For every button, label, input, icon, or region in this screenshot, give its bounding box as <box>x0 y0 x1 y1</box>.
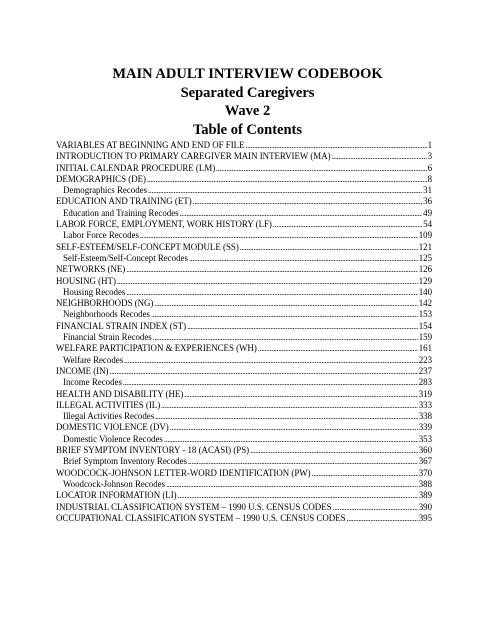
toc-entry-label: DOMESTIC VIOLENCE (DV) <box>56 422 169 433</box>
toc-entry-label: Self-Esteem/Self-Concept Recodes <box>63 252 188 263</box>
toc-entry-label: Welfare Recodes <box>63 354 124 365</box>
dot-leader <box>110 366 418 377</box>
dot-leader <box>184 389 417 400</box>
dot-leader <box>126 264 417 275</box>
toc-entry[interactable] <box>56 445 432 456</box>
toc-page-number: 353 <box>418 433 432 444</box>
toc-entry[interactable] <box>56 140 432 151</box>
toc-entry[interactable] <box>56 468 432 479</box>
toc-entry-label: Housing Recodes <box>63 286 126 297</box>
toc-entry-label: EDUCATION AND TRAINING (ET) <box>56 196 192 207</box>
dot-leader <box>151 309 418 320</box>
toc-entry[interactable] <box>56 321 432 332</box>
toc-entry-label: Brief Symptom Inventory Recodes <box>63 456 187 467</box>
toc-page-number: 388 <box>418 478 432 489</box>
toc-entry[interactable] <box>56 151 432 162</box>
toc-entry[interactable] <box>56 196 432 207</box>
toc-entry-label: Demographics Recodes <box>63 185 148 196</box>
toc-subentry[interactable] <box>56 185 432 196</box>
toc-page-number: 319 <box>418 388 432 399</box>
toc-entry[interactable] <box>56 422 432 433</box>
toc-entry-label: Woodcock-Johnson Recodes <box>63 478 166 489</box>
toc-page-number: 395 <box>418 512 432 523</box>
toc-page-number: 109 <box>418 230 432 241</box>
toc-entry-label: Neighborhoods Recodes <box>63 309 151 320</box>
toc-entry[interactable] <box>56 163 432 174</box>
toc-entry[interactable] <box>56 276 432 287</box>
toc-entry-label: WELFARE PARTICIPATION & EXPERIENCES (WH) <box>56 343 257 354</box>
toc-entry-label: HOUSING (HT) <box>56 275 116 286</box>
toc-entry-label: OCCUPATIONAL CLASSIFICATION SYSTEM – 1990 U.S. CENSUS CODES <box>56 512 346 523</box>
document-title: MAIN ADULT INTERVIEW CODEBOOK <box>112 66 383 82</box>
dot-leader <box>312 468 418 479</box>
dot-leader <box>170 422 418 433</box>
toc-page-number: 390 <box>418 501 432 512</box>
dot-leader <box>124 355 418 366</box>
toc-page-number: 121 <box>418 241 432 252</box>
toc-entry[interactable] <box>56 242 432 253</box>
toc-page-number: 367 <box>418 456 432 467</box>
toc-page-number: 370 <box>418 467 432 478</box>
toc-page-number: 159 <box>418 332 432 343</box>
toc-entry-label: Income Recodes <box>63 377 122 388</box>
toc-subentry[interactable] <box>56 309 432 320</box>
toc-entry[interactable] <box>56 264 432 275</box>
toc-entry-label: INDUSTRIAL CLASSIFICATION SYSTEM – 1990 U.S. CENSUS CODES <box>56 501 332 512</box>
toc-page-number: 6 <box>427 162 432 173</box>
toc-entry-label: INITIAL CALENDAR PROCEDURE (LM) <box>56 162 216 173</box>
dot-leader <box>164 434 418 445</box>
toc-entry[interactable] <box>56 174 432 185</box>
dot-leader <box>193 196 422 207</box>
toc-page-number: 3 <box>427 151 432 162</box>
toc-subentry[interactable] <box>56 479 432 490</box>
title-block <box>0 65 495 139</box>
toc-page-number: 333 <box>418 399 432 410</box>
document-subtitle: Separated Caregivers <box>180 84 315 101</box>
toc-entry-label: INCOME (IN) <box>56 365 109 376</box>
toc-page-number: 154 <box>418 320 432 331</box>
toc-page-number: 142 <box>418 298 432 309</box>
toc-entry-label: Illegal Activities Recodes <box>63 411 155 422</box>
toc-page-number: 126 <box>418 264 432 275</box>
toc-entry[interactable] <box>56 502 432 513</box>
toc-entry[interactable] <box>56 490 432 501</box>
toc-heading: Table of Contents <box>192 121 303 138</box>
toc-page-number: 339 <box>418 422 432 433</box>
toc-subentry[interactable] <box>56 208 432 219</box>
toc-page-number: 283 <box>418 377 432 388</box>
toc-entry-label: LOCATOR INFORMATION (LI) <box>56 490 177 501</box>
toc-page-number: 223 <box>418 354 432 365</box>
wave-label: Wave 2 <box>224 103 271 119</box>
toc-entry-label: Education and Training Recodes <box>63 207 179 218</box>
toc-entry-label: Labor Force Recodes <box>63 230 139 241</box>
dot-leader <box>216 163 426 174</box>
toc-subentry[interactable] <box>56 377 432 388</box>
dot-leader <box>178 490 418 501</box>
dot-leader <box>246 140 427 151</box>
dot-leader <box>140 230 418 241</box>
toc-page-number: 1 <box>427 140 432 150</box>
toc-entry-label: DEMOGRAPHICS (DE) <box>56 173 146 184</box>
toc-entry-label: NETWORKS (NE) <box>56 264 126 275</box>
toc-entry[interactable] <box>56 389 432 400</box>
dot-leader <box>155 411 417 422</box>
toc-entry[interactable] <box>56 219 432 230</box>
toc-entry-label: VARIABLES AT BEGINNING AND END OF FILE <box>56 140 245 150</box>
toc-page-number: 31 <box>423 185 432 196</box>
dot-leader <box>180 208 423 219</box>
toc-entry[interactable] <box>56 400 432 411</box>
dot-leader <box>123 377 418 388</box>
toc-page-number: 49 <box>423 207 432 218</box>
toc-page-number: 125 <box>418 252 432 263</box>
dot-leader <box>189 253 418 264</box>
toc-entry-label: NEIGHBORHOODS (NG) <box>56 298 154 309</box>
toc-entry-label: SELF-ESTEEM/SELF-CONCEPT MODULE (SS) <box>56 241 239 252</box>
toc-entry[interactable] <box>56 366 432 377</box>
table-of-contents <box>56 140 432 524</box>
toc-entry-label: ILLEGAL ACTIVITIES (IL) <box>56 399 161 410</box>
toc-subentry[interactable] <box>56 355 432 366</box>
dot-leader <box>126 287 417 298</box>
toc-page-number: 8 <box>427 173 432 184</box>
toc-page-number: 36 <box>423 196 432 207</box>
dot-leader <box>187 321 418 332</box>
dot-leader <box>148 185 422 196</box>
toc-entry[interactable] <box>56 513 432 524</box>
toc-subentry[interactable] <box>56 456 432 467</box>
toc-entry-label: INTRODUCTION TO PRIMARY CAREGIVER MAIN INTERVIEW (MA) <box>56 151 331 162</box>
dot-leader <box>161 400 418 411</box>
toc-entry-label: BRIEF SYMPTOM INVENTORY - 18 (ACASI) (PS) <box>56 445 250 456</box>
dot-leader <box>117 276 418 287</box>
dot-leader <box>347 513 418 524</box>
dot-leader <box>250 445 418 456</box>
toc-entry-label: Domestic Violence Recodes <box>63 433 163 444</box>
toc-entry-label: FINANCIAL STRAIN INDEX (ST) <box>56 320 187 331</box>
toc-entry[interactable] <box>56 298 432 309</box>
dot-leader <box>154 298 417 309</box>
toc-entry[interactable] <box>56 343 432 354</box>
toc-page-number: 389 <box>418 490 432 501</box>
toc-entry-label: HEALTH AND DISABILITY (HE) <box>56 388 184 399</box>
toc-page-number: 129 <box>418 275 432 286</box>
dot-leader <box>332 151 427 162</box>
dot-leader <box>166 479 418 490</box>
dot-leader <box>273 219 422 230</box>
toc-subentry[interactable] <box>56 253 432 264</box>
toc-page-number: 237 <box>418 365 432 376</box>
toc-page-number: 140 <box>418 286 432 297</box>
dot-leader <box>240 242 418 253</box>
toc-page-number: 360 <box>418 445 432 456</box>
toc-entry-label: Financial Strain Recodes <box>63 332 152 343</box>
toc-subentry[interactable] <box>56 434 432 445</box>
toc-page-number: 153 <box>418 309 432 320</box>
toc-subentry[interactable] <box>56 287 432 298</box>
toc-page-number: 54 <box>423 219 432 230</box>
toc-entry-label: WOODCOCK-JOHNSON LETTER-WORD IDENTIFICATION (PW) <box>56 467 311 478</box>
toc-page-number: 161 <box>418 343 432 354</box>
dot-leader <box>258 343 418 354</box>
toc-subentry[interactable] <box>56 230 432 241</box>
toc-page-number: 338 <box>418 411 432 422</box>
dot-leader <box>188 456 418 467</box>
dot-leader <box>333 502 418 513</box>
dot-leader <box>153 332 418 343</box>
toc-entry-label: LABOR FORCE, EMPLOYMENT, WORK HISTORY (LF) <box>56 219 272 230</box>
toc-subentry[interactable] <box>56 332 432 343</box>
dot-leader <box>147 174 427 185</box>
toc-subentry[interactable] <box>56 411 432 422</box>
